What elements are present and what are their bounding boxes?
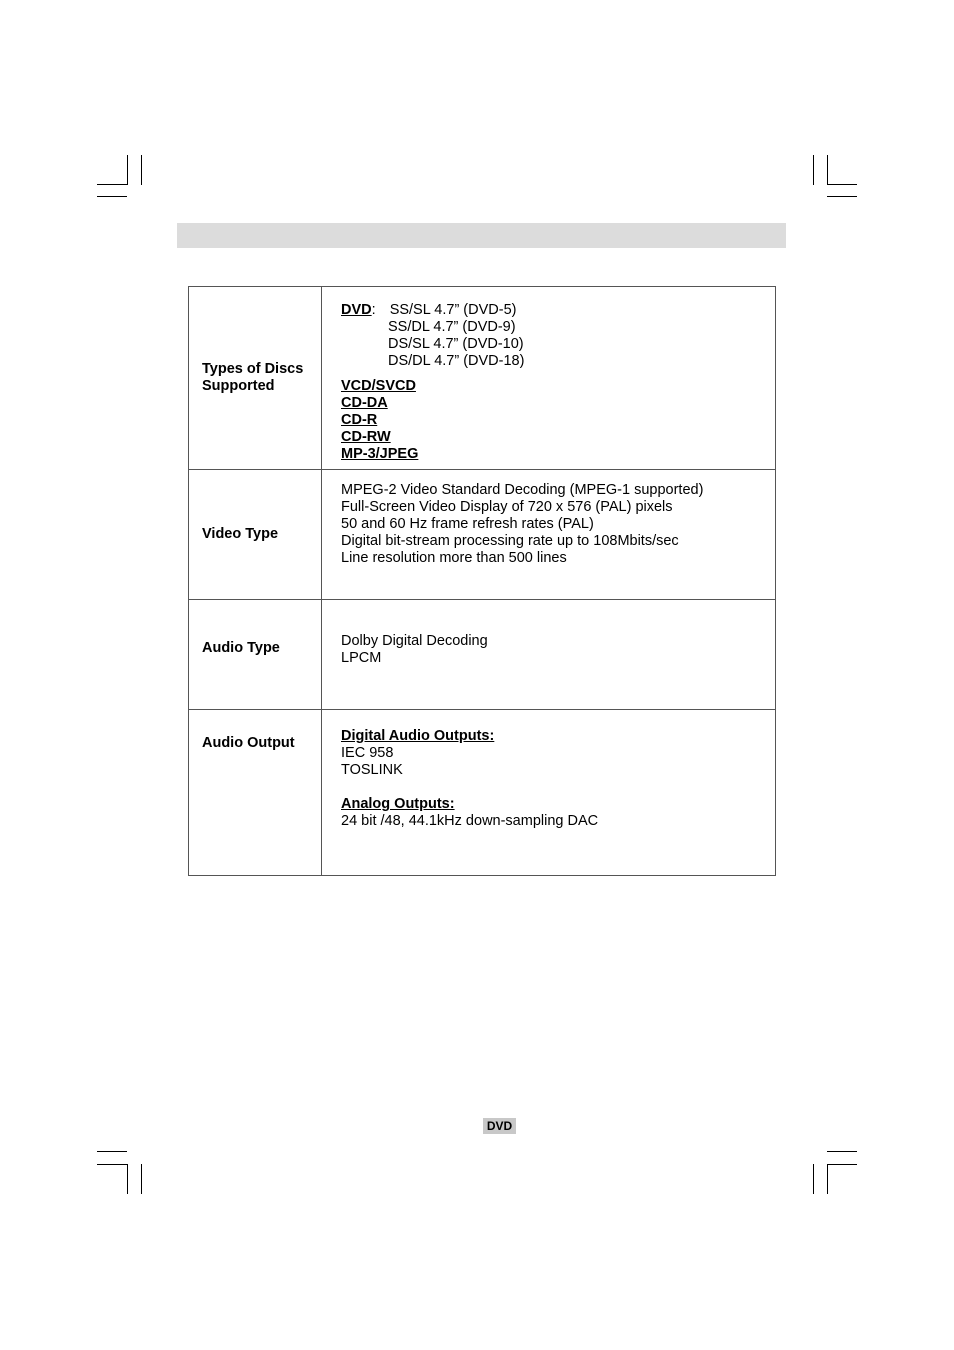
spec-line: TOSLINK [341, 762, 403, 778]
spec-line: IEC 958 [341, 745, 394, 761]
row-label [189, 710, 322, 876]
row-label-line: Types of Discs [202, 361, 304, 377]
row-value [322, 287, 776, 470]
section-header-bar [177, 223, 786, 248]
table-row [189, 470, 776, 600]
dvd-format: SS/SL 4.7” (DVD-5) [389, 302, 517, 318]
spec-line: LPCM [341, 650, 382, 666]
spec-line: 24 bit /48, 44.1kHz down-sampling DAC [341, 813, 599, 829]
spec-line: Full-Screen Video Display of 720 x 576 (PAL) pixels [341, 499, 673, 515]
disc-format: CD-RW [341, 429, 391, 445]
spec-table [188, 286, 776, 876]
dvd-format: DS/DL 4.7” (DVD-18) [388, 353, 525, 369]
row-value [322, 710, 776, 876]
spec-line: Digital bit-stream processing rate up to 108Mbits/sec [341, 533, 679, 549]
table-row [189, 600, 776, 710]
row-label [189, 600, 322, 710]
row-value [322, 470, 776, 600]
disc-format: MP-3/JPEG [341, 446, 419, 462]
spec-line: Line resolution more than 500 lines [341, 550, 567, 566]
dvd-colon: : [371, 302, 376, 318]
table-row [189, 287, 776, 470]
digital-outputs-heading: Digital Audio Outputs: [341, 728, 495, 744]
spec-line: Dolby Digital Decoding [341, 633, 488, 649]
spec-line: 50 and 60 Hz frame refresh rates (PAL) [341, 516, 594, 532]
row-label-text: Audio Output [202, 735, 295, 751]
dvd-heading: DVD [341, 302, 372, 318]
spec-line: MPEG-2 Video Standard Decoding (MPEG-1 supported) [341, 482, 704, 498]
row-label-text: Audio Type [202, 640, 280, 656]
table-row [189, 710, 776, 876]
section-tag: DVD [483, 1118, 516, 1134]
analog-outputs-heading: Analog Outputs: [341, 796, 455, 812]
dvd-format-line [341, 302, 775, 319]
dvd-format: SS/DL 4.7” (DVD-9) [388, 319, 516, 335]
row-value [322, 600, 776, 710]
disc-format: VCD/SVCD [341, 378, 416, 394]
disc-format: CD-DA [341, 395, 388, 411]
disc-format: CD-R [341, 412, 378, 428]
row-label [189, 470, 322, 600]
dvd-format: DS/SL 4.7” (DVD-10) [388, 336, 524, 352]
row-label-line: Supported [202, 378, 275, 394]
row-label-text: Video Type [202, 526, 279, 542]
row-label [189, 287, 322, 470]
